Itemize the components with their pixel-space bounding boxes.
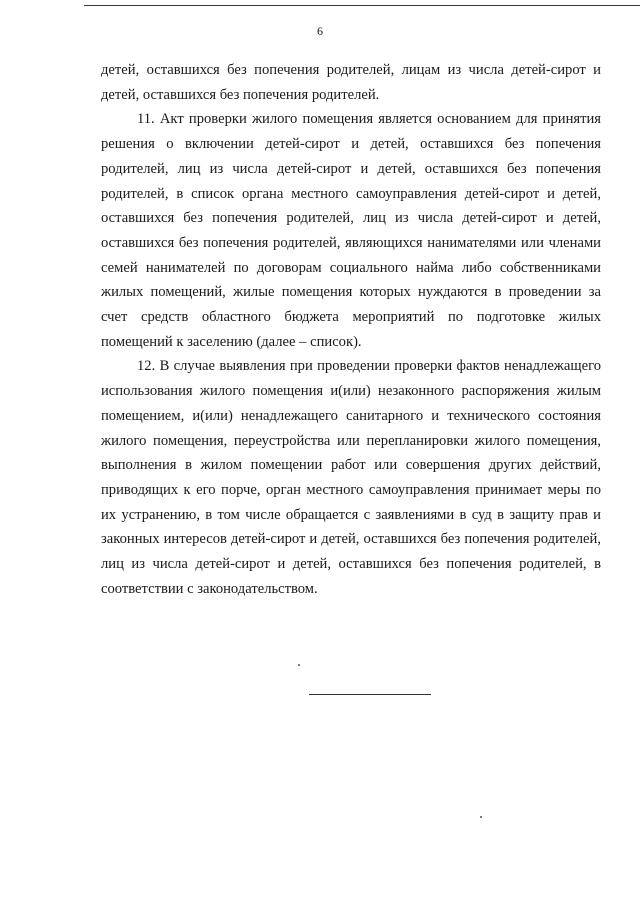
scan-speck	[480, 816, 482, 818]
paragraph-continuation: детей, оставшихся без попечения родителей, лицам из числа детей-сирот и детей, оставшихся без попечения родителей.	[101, 62, 601, 103]
document-body	[101, 58, 601, 601]
scan-speck	[298, 664, 300, 666]
paragraph-11: 11. Акт проверки жилого помещения является основанием для принятия решения о включении детей-сирот и детей, оставшихся без попечения родителей, лиц из числа детей-сирот и детей, оставшихся без попечения родителей, в список органа местного самоуправления детей-сирот и детей, оставшихся без попечения родителей, лиц из числа детей-сирот и детей, оставшихся без попечения родителей, являющихся нанимателями или членами семей нанимателей по договорам социального найма либо собственниками жилых помещений, жилые помещения которых нуждаются в проведении за счет средств областного бюджета мероприятий по подготовке жилых помещений к заселению (далее – список).	[101, 111, 601, 350]
paragraph-12: 12. В случае выявления при проведении проверки фактов ненадлежащего использования жилого помещения и(или) незаконного распоряжения жилым помещением, и(или) ненадлежащего санитарного и технического состояния жилого помещения, переустройства или перепланировки жилого помещения, выполнения в жилом помещении работ или совершения других действий, приводящих к его порче, орган местного самоуправления принимает меры по их устранению, в том числе обращается с заявлениями в суд в защиту прав и законных интересов детей-сирот и детей, оставшихся без попечения родителей, лиц из числа детей-сирот и детей, оставшихся без попечения родителей, в соответствии с законодательством.	[101, 358, 601, 597]
page-number: 6	[317, 24, 323, 38]
top-border-line	[84, 5, 640, 6]
end-of-document-line	[309, 694, 431, 695]
